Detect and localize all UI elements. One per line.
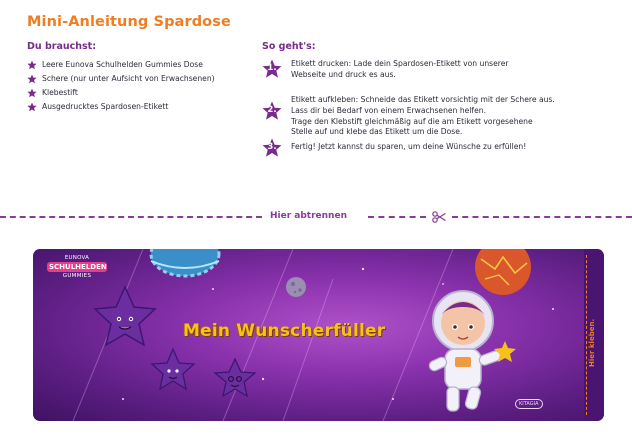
star-character-small-1 [152,349,194,389]
material-label: Leere Eunova Schulhelden Gummies Dose [42,60,203,69]
list-item [27,100,257,114]
steps-heading: So geht's: [262,41,316,52]
steps-section [262,41,602,152]
small-moon [286,277,306,297]
star-character-large [95,287,155,345]
step-text [291,95,591,138]
lava-planet [475,249,531,295]
step-line: Trage den Klebstift gleichmäßig auf die am Etikett vorgesehene [291,116,533,126]
brand-sub: GUMMIES [62,273,92,279]
brand-top: EUNOVA [64,255,90,261]
step-text [291,59,591,81]
step-number: 2. [267,105,277,115]
page-title: Mini-Anleitung Spardose [27,14,231,30]
step-badge [262,101,282,121]
step-line: Fertig! Jetzt kannst du sparen, um deine Wünsche zu erfüllen! [291,142,527,151]
material-label: Ausgedrucktes Spardosen-Etikett [42,102,169,111]
blue-planet [151,249,219,276]
label-headline: Mein Wunscherfüller [183,321,386,341]
star-bullet-icon [27,60,37,70]
step-line: Etikett drucken: Lade dein Spardosen-Etikett von unserer [291,59,509,68]
dashed-line-left [0,216,262,218]
astronaut-character [428,291,516,411]
list-item [27,58,257,72]
material-label: Schere (nur unter Aufsicht von Erwachsenen) [42,74,215,83]
step-text [291,142,591,158]
step-line: Etikett aufkleben: Schneide das Etikett vorsichtig mit der Schere aus. [291,95,555,104]
step-line: Webseite und druck es aus. [291,69,396,79]
list-item [27,72,257,86]
materials-section [27,41,257,114]
scissors-icon [432,211,446,223]
materials-heading: Du brauchst: [27,41,97,52]
glue-hint: Hier kleben. [588,318,596,367]
step-3 [262,142,602,158]
star-bullet-icon [27,88,37,98]
brand-logo [47,255,107,279]
step-number: 1. [267,63,277,73]
glue-strip [584,249,604,421]
brand-main: SCHULHELDEN [49,263,107,271]
star-bullet-icon [27,102,37,112]
cut-line [0,211,632,223]
step-number: 3. [267,142,277,152]
dashed-line-mid [368,216,426,218]
step-line: Stelle auf und klebe das Etikett um die Dose. [291,127,463,137]
cut-label: Hier abtrennen [270,211,347,221]
step-line: Lass dir bei Bedarf von einem Erwachsenen helfen. [291,105,486,115]
glue-strip-line [586,255,587,415]
maker-logo: KITAGIA [515,399,543,409]
step-2 [262,95,602,138]
star-bullet-icon [27,74,37,84]
savings-box-label [33,249,604,421]
material-label: Klebestift [42,88,78,97]
step-badge [262,59,282,79]
dashed-line-right [452,216,632,218]
step-badge [262,138,282,158]
materials-list [27,58,257,114]
list-item [27,86,257,100]
step-1 [262,59,602,81]
